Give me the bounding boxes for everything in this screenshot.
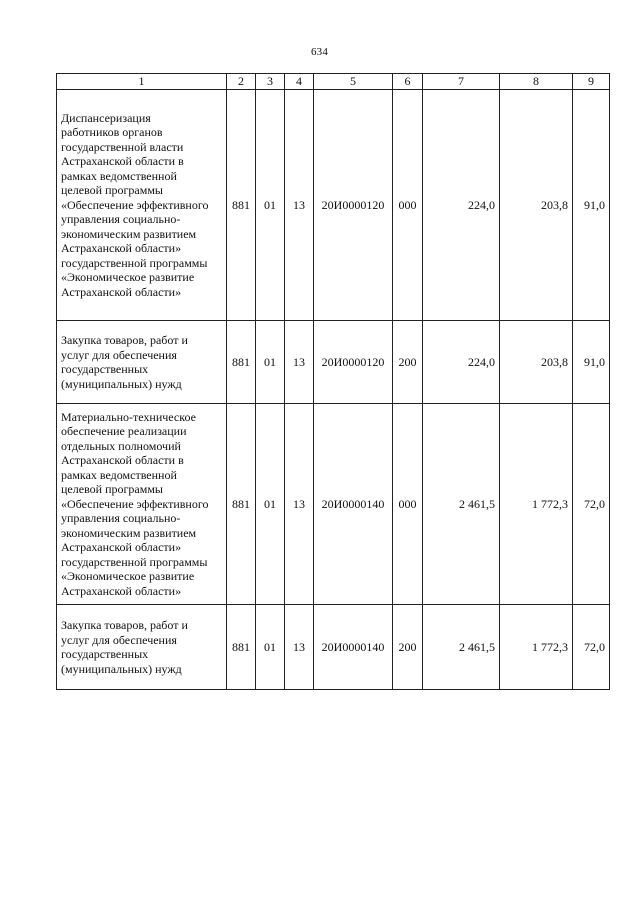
row-description — [57, 321, 227, 404]
row-executed-amount: 1 772,3 — [500, 605, 573, 690]
row-subsection-code: 13 — [285, 90, 314, 321]
row-section-code: 01 — [256, 605, 285, 690]
row-execution-percent: 72,0 — [573, 605, 610, 690]
row-description-text: Закупка товаров, работ и услуг для обеспечения государственных (муниципальных) нужд — [61, 618, 188, 676]
column-header-1: 1 — [57, 74, 227, 90]
budget-table — [56, 73, 610, 690]
column-header-3: 3 — [256, 74, 285, 90]
row-expense-type: 200 — [393, 605, 423, 690]
column-header-4: 4 — [285, 74, 314, 90]
row-planned-amount: 224,0 — [423, 321, 500, 404]
row-ministry-code: 881 — [227, 321, 256, 404]
row-planned-amount: 2 461,5 — [423, 605, 500, 690]
row-description — [57, 90, 227, 321]
row-executed-amount: 203,8 — [500, 90, 573, 321]
row-execution-percent: 72,0 — [573, 404, 610, 605]
row-description-text: Закупка товаров, работ и услуг для обеспечения государственных (муниципальных) нужд — [61, 333, 188, 391]
row-target-item: 20И0000140 — [314, 404, 393, 605]
column-header-7: 7 — [423, 74, 500, 90]
row-section-code: 01 — [256, 404, 285, 605]
row-expense-type: 000 — [393, 90, 423, 321]
row-subsection-code: 13 — [285, 404, 314, 605]
column-header-6: 6 — [393, 74, 423, 90]
column-header-2: 2 — [227, 74, 256, 90]
row-executed-amount: 1 772,3 — [500, 404, 573, 605]
table-header-row — [57, 74, 610, 90]
row-execution-percent: 91,0 — [573, 321, 610, 404]
row-ministry-code: 881 — [227, 90, 256, 321]
row-section-code: 01 — [256, 321, 285, 404]
column-header-8: 8 — [500, 74, 573, 90]
row-description-text: Материально-техническое обеспечение реализации отдельных полномочий Астраханской области в рамках ведомственной целевой программы «Обеспечение эффективного управления социально- экономическим развитием Астраханской области» государственной программы «Экономическое развитие Астраханской области» — [61, 409, 209, 598]
table-row — [57, 605, 610, 690]
page-number: 634 — [310, 46, 329, 58]
column-header-9: 9 — [573, 74, 610, 90]
row-executed-amount: 203,8 — [500, 321, 573, 404]
column-header-5: 5 — [314, 74, 393, 90]
row-target-item: 20И0000140 — [314, 605, 393, 690]
row-description — [57, 605, 227, 690]
table-row — [57, 404, 610, 605]
row-ministry-code: 881 — [227, 605, 256, 690]
row-section-code: 01 — [256, 90, 285, 321]
row-execution-percent: 91,0 — [573, 90, 610, 321]
table-row — [57, 90, 610, 321]
row-planned-amount: 224,0 — [423, 90, 500, 321]
table-row — [57, 321, 610, 404]
row-ministry-code: 881 — [227, 404, 256, 605]
row-target-item: 20И0000120 — [314, 90, 393, 321]
row-expense-type: 200 — [393, 321, 423, 404]
row-planned-amount: 2 461,5 — [423, 404, 500, 605]
row-expense-type: 000 — [393, 404, 423, 605]
row-subsection-code: 13 — [285, 605, 314, 690]
row-description-text: Диспансеризация работников органов государственной власти Астраханской области в рамках ведомственной целевой программы «Обеспечение эффективного управления социально- экономическим развитием Астраханской области» государственной программы «Экономическое развитие Астраханской области» — [61, 110, 209, 299]
row-subsection-code: 13 — [285, 321, 314, 404]
row-description — [57, 404, 227, 605]
row-target-item: 20И0000120 — [314, 321, 393, 404]
